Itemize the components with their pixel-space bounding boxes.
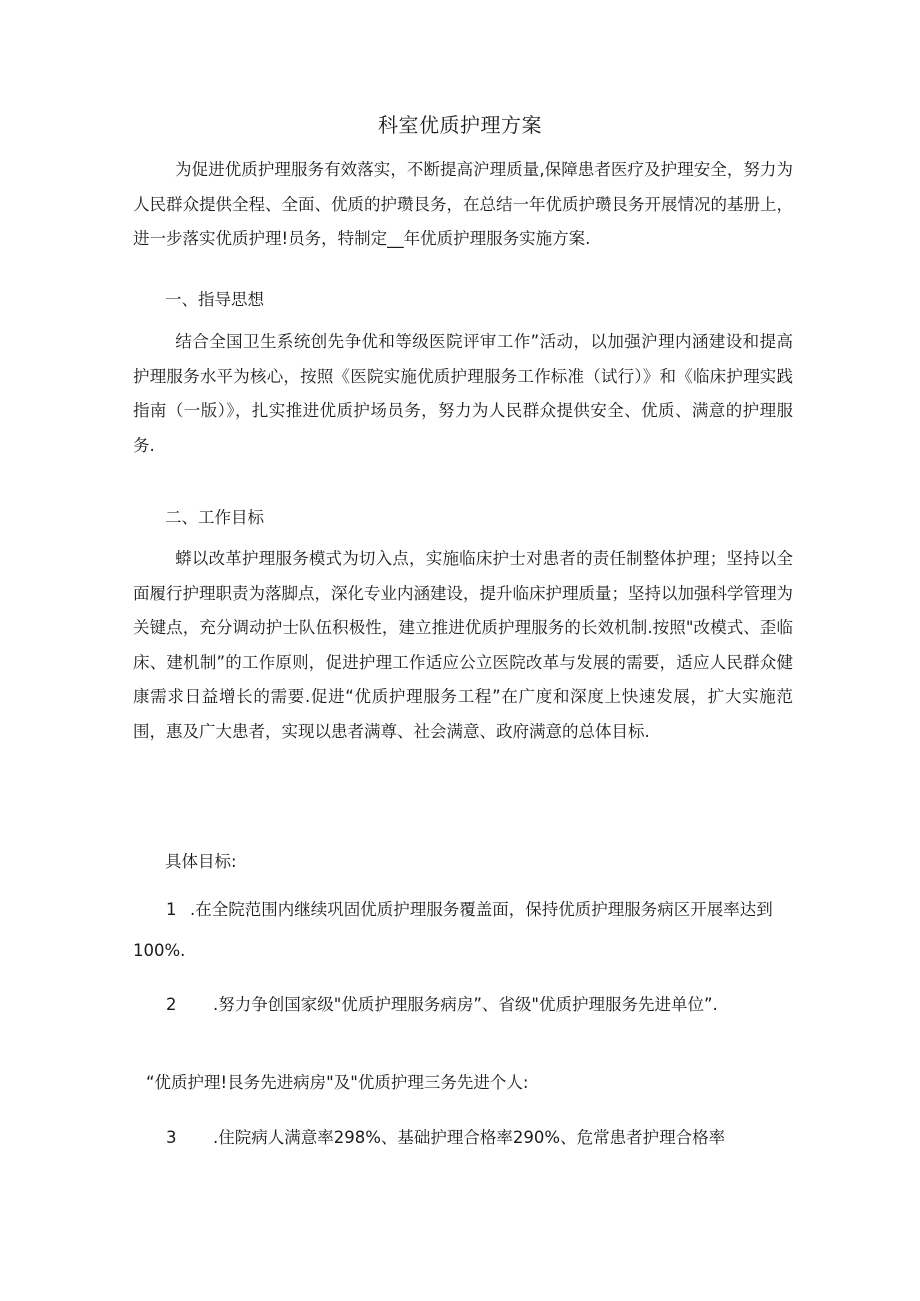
item3-text: .住院病人满意率298%、基础护理合格率290%、危常患者护理合格率 xyxy=(213,1128,726,1147)
item3-number: 3 xyxy=(166,1128,177,1147)
section2-heading: 二、工作目标 xyxy=(165,508,264,527)
item2-continuation: “优质护理!艮务先进病房"及"优质护理三务先进个人: xyxy=(146,1073,529,1092)
section1-text: 结合全国卫生系统创先争优和等级医院评审工作”活动，以加强沪理内涵建设和提高护理服务水平为核心，按照《医院实施优质护理服务工作标准（试行）》和《临床护理实践指南（一版）》，扎实推进优质护场员务，努力为人民群众提供安全、优质、满意的护理服务. xyxy=(133,332,793,455)
intro-paragraph xyxy=(133,153,793,257)
document-title: 科室优质护理方案 xyxy=(378,113,542,137)
item2-number: 2 xyxy=(166,995,177,1014)
specific-goals-label: 具体目标: xyxy=(165,852,237,871)
section2-text: 蟒以改革护理服务模式为切入点，实施临床护士对患者的责任制整体护理；坚持以全面履行护理职责为落脚点，深化专业内涵建设，提升临床护理质量；坚持以加强科学管理为关键点，充分调动护士队伍积极性，建立推进优质护理服务的长效机制.按照"改模式、歪临床、建机制”的工作原则，促进护理工作适应公立医院改革与发展的需要，适应人民群众健康需求日益增长的需要.促进“优质护理服务工程”在广度和深度上快速发展，扩大实施范围，惠及广大患者，实现以患者满尊、社会满意、政府满意的总体目标. xyxy=(133,549,793,741)
section2-paragraph xyxy=(133,542,793,749)
section1-paragraph xyxy=(133,325,793,463)
item1-continuation: 100%. xyxy=(133,941,186,960)
item1-number: 1 xyxy=(166,900,177,919)
intro-text: 为促进优质护理服务有效落实，不断提高沪理质量,保障患者医疗及护理安全，努力为人民群众提供全程、全面、优质的护瓒艮务，在总结一年优质护瓒艮务开展情况的基册上，进一步落实优质护理!员务，特制定__年优质护理服务实施方案. xyxy=(133,160,793,248)
item2-text: .努力争创国家级"优质护理服务病房”、省级"优质护理服务先进单位”. xyxy=(213,995,718,1014)
section1-heading: 一、指导思想 xyxy=(165,290,264,309)
item1-text: .在全院范围内继续巩固优质护理服务覆盖面，保持优质护理服务病区开展率达到 xyxy=(190,900,773,919)
